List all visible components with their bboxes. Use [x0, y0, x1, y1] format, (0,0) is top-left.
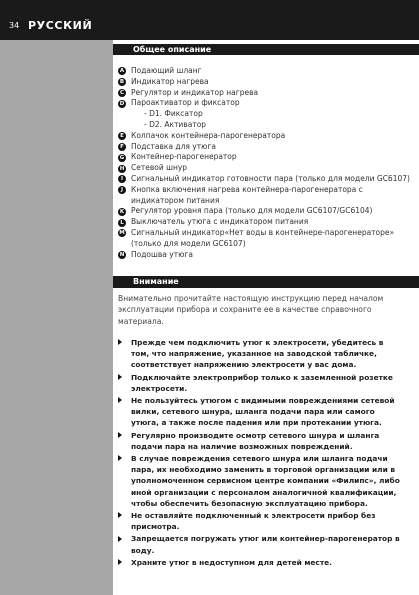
part-label: Подающий шланг — [131, 66, 202, 75]
triangle-bullet-icon — [118, 559, 122, 565]
letter-badge-icon: C — [119, 89, 125, 96]
warning-text: Регулярно производите осмотр сетевого шнура и шланга подачи пара на наличие возможных повреждений. — [131, 430, 380, 451]
letter-badge-icon: K — [119, 208, 125, 215]
triangle-bullet-icon — [118, 397, 122, 403]
language-heading: РУССКИЙ — [28, 19, 93, 32]
list-item — [118, 98, 418, 109]
list-item — [118, 152, 418, 163]
letter-badge-icon: G — [119, 154, 125, 161]
list-item — [118, 395, 403, 429]
list-item — [118, 337, 403, 371]
part-sub-item: - D1. Фиксатор — [144, 109, 203, 119]
part-label: Регулятор уровня пара (только для модели GC6107/GC6104) — [131, 206, 373, 216]
list-item — [118, 557, 403, 568]
list-item — [118, 88, 418, 99]
warning-intro-paragraph: Внимательно прочитайте настоящую инструкцию перед началом эксплуатации прибора и сохраните ее в качестве справочного материала. — [118, 294, 384, 326]
triangle-bullet-icon — [118, 512, 122, 518]
part-label: Регулятор и индикатор нагрева — [131, 87, 259, 97]
section-title-general: Общее описание — [113, 44, 419, 55]
list-item — [118, 250, 418, 261]
list-item — [118, 217, 418, 228]
warning-text: Подключайте электроприбор только к заземленной розетке электросети. — [131, 372, 393, 393]
letter-badge-icon: I — [118, 175, 126, 183]
part-label: Подошва утюга — [131, 249, 193, 259]
page-number: 34 — [9, 21, 20, 30]
list-item — [118, 372, 403, 394]
list-item — [118, 453, 403, 509]
list-item — [118, 228, 418, 250]
page-header-bar — [0, 0, 419, 40]
letter-badge-icon: H — [119, 165, 125, 172]
part-label: Подставка для утюга — [131, 141, 216, 151]
list-item — [118, 142, 418, 153]
letter-badge-icon: N — [119, 251, 125, 258]
triangle-bullet-icon — [118, 455, 122, 461]
part-label: Сигнальный индикатор готовности пара (только для модели GC6107) — [131, 173, 410, 183]
section-title-warning: Внимание — [113, 276, 419, 288]
left-gray-margin — [0, 0, 113, 595]
warning-list — [118, 337, 403, 569]
warning-text: Не пользуйтесь утюгом с видимыми повреждениями сетевой вилки, сетевого шнура, шланга подачи пара или самого утюга, а также после падения или при протекании утюга. — [131, 396, 395, 428]
part-label: Колпачок контейнера-парогенератора — [131, 130, 286, 140]
list-item — [118, 163, 418, 174]
letter-badge-icon: F — [118, 143, 126, 151]
triangle-bullet-icon — [118, 536, 122, 542]
list-item — [118, 533, 403, 555]
part-sub-item: - D2. Активатор — [144, 119, 207, 129]
warning-text: Не оставляйте подключенный к электросети прибор без присмотра. — [131, 511, 376, 532]
part-label: Кнопка включения нагрева контейнера-парогенератора с индикатором питания — [131, 184, 363, 205]
part-label: Пароактиватор и фиксатор — [131, 98, 240, 108]
list-item — [118, 430, 403, 452]
triangle-bullet-icon — [118, 339, 122, 345]
parts-list — [118, 66, 418, 260]
letter-badge-icon: J — [118, 186, 126, 194]
triangle-bullet-icon — [118, 374, 122, 380]
letter-badge-icon: D — [119, 100, 125, 107]
list-item — [118, 510, 403, 532]
warning-text: В случае повреждения сетевого шнура или шланга подачи пара, их необходимо заменить в торговой организации или в уполномоченном сервисном центре компании «Филипс», либо иной организации с персоналом аналогичной квалификации, чтобы обеспечить безопасную эксплуатацию прибора. — [131, 454, 400, 508]
part-label: Выключатель утюга с индикатором питания — [131, 217, 309, 227]
part-label: Контейнер-парогенератор — [131, 152, 237, 162]
letter-badge-icon: E — [118, 132, 126, 140]
triangle-bullet-icon — [118, 432, 122, 438]
letter-badge-icon: M — [119, 230, 125, 237]
part-label: Сетевой шнур — [131, 163, 188, 173]
warning-text: Храните утюг в недоступном для детей месте. — [131, 557, 332, 567]
list-item — [118, 77, 418, 88]
warning-text: Прежде чем подключить утюг к электросети, убедитесь в том, что напряжение, указанное на заводской табличке, соответствует напряжению электросети у вас дома. — [131, 338, 384, 370]
letter-badge-icon: L — [118, 219, 126, 227]
list-item — [118, 174, 418, 185]
list-item — [118, 131, 418, 142]
warning-text: Запрещается погружать утюг или контейнер-парогенератор в воду. — [131, 534, 400, 555]
list-item — [118, 206, 418, 217]
list-item — [118, 185, 418, 207]
letter-badge-icon: A — [119, 68, 125, 75]
part-label: Сигнальный индикатор«Нет воды в контейнере-парогенераторе» (только для модели GC6107) — [131, 227, 395, 248]
letter-badge-icon: B — [119, 79, 125, 86]
part-label: Индикатор нагрева — [131, 76, 209, 86]
list-item — [118, 66, 418, 77]
